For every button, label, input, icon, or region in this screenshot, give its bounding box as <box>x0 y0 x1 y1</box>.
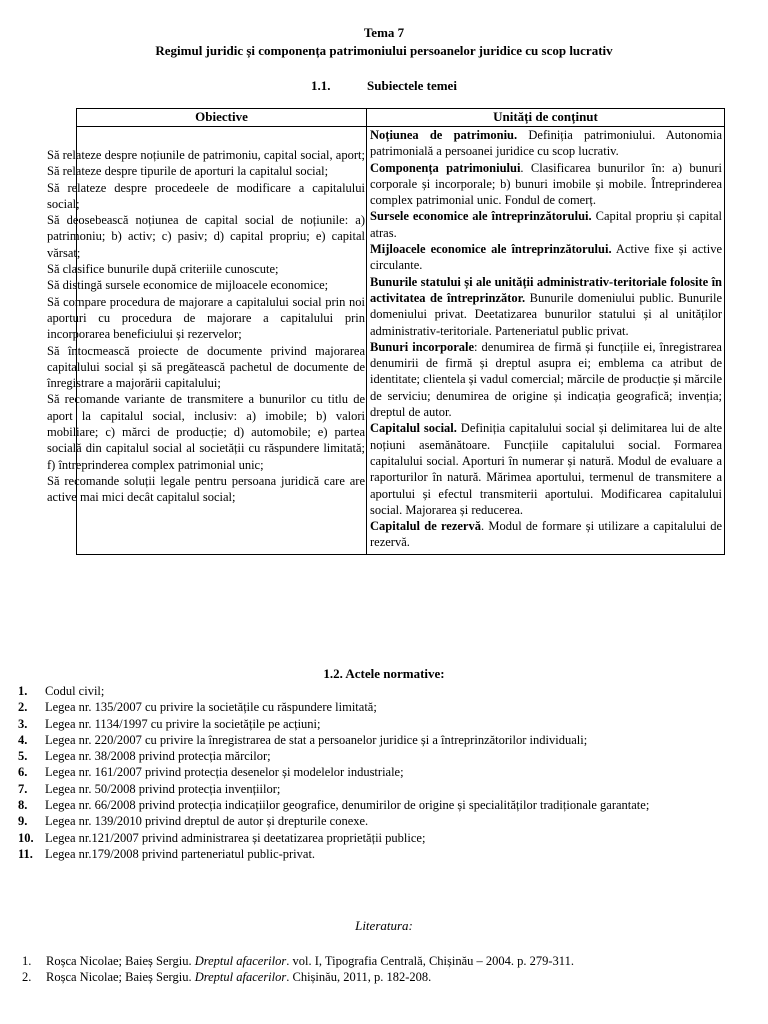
list-text: Codul civil; <box>45 684 105 698</box>
list-number: 7. <box>18 781 28 796</box>
list-number: 2. <box>22 970 32 985</box>
content-item <box>370 241 722 274</box>
column-header-objectives: Obiective <box>77 109 367 127</box>
list-item <box>18 732 740 748</box>
list-text: Legea nr. 139/2010 privind dreptul de autor și drepturile conexe. <box>45 814 369 829</box>
objective-item: Să compare procedura de majorare a capitalului social prin noi aporturi cu procedura de majorare a capitalului prin incorporarea beneficiului și rezervelor; <box>47 294 365 342</box>
list-item <box>18 716 740 732</box>
section-heading <box>0 78 768 94</box>
objectives-list <box>47 127 365 506</box>
content-item-text: Bunurile domeniului public. Bunurile domeniului privat. Deetatizarea bunurilor statului și al unităților administrativ-teritoriale. Parteneriatul public privat. <box>370 290 722 338</box>
citation-details: . Chișinău, 2011, p. 182-208. <box>286 970 432 985</box>
list-item <box>18 748 740 764</box>
content-item <box>370 518 722 551</box>
list-text: Legea nr. 161/2007 privind protecția desenelor și modelelor industriale; <box>45 765 404 780</box>
list-text: Legea nr. 38/2008 privind protecția mărcilor; <box>45 749 271 764</box>
citation-authors: Roșca Nicolae; Baieș Sergiu. <box>46 970 195 985</box>
list-number: 4. <box>18 732 28 747</box>
objective-item: Să recomande variante de transmitere a bunurilor cu titlu de aport la capitalul social, inclusiv: a) imobile; b) valori mobiliare; c) mărci de producție; d) automobile; e) partea socială din capitalul social al societății cu răspundere limitată; f) întreprinderea complex patrimonial unic; <box>47 392 365 472</box>
objective-item: Să relateze despre noțiunile de patrimoniu, capital social, aport; <box>47 148 365 162</box>
list-number: 2. <box>18 700 28 715</box>
list-item <box>18 781 740 797</box>
list-number: 10. <box>18 830 34 845</box>
list-number: 11. <box>18 846 33 861</box>
content-item <box>370 208 722 241</box>
content-item <box>370 420 722 518</box>
contents-cell <box>367 127 725 555</box>
objectives-table <box>47 108 725 555</box>
normative-acts-heading: 1.2. Actele normative: <box>323 666 445 681</box>
objective-item: Să relateze despre procedeele de modificare a capitalului social; <box>47 180 365 211</box>
list-item <box>18 699 740 715</box>
objective-item: Să deosebească noțiunea de capital social de noțiunile: a) patrimoniu; b) activ; c) pasiv; d) capital propriu; e) capital vărsat; <box>47 213 365 260</box>
list-text: Legea nr. 66/2008 privind protecția indicațiilor geografice, denumirilor de origine și specialităților tradiționale garantate; <box>45 798 650 813</box>
content-item-text: : denumirea de firmă și funcțiile ei, înregistrarea denumirii de firmă și dreptul asupra ei; emblema ca atribut de identitate; clientela și vadul comercial; mărcile de producție și mărcile de serviciu; denumirea de origine și indicația geografică; invenția; dreptul de autor. <box>370 339 722 420</box>
topic-number: Tema 7 <box>363 25 405 40</box>
content-item-text: Definiția capitalului social și delimitarea lui de alte noțiuni asemănătoare. Funcțiile capitalului social. Formarea capitalului social. Aporturi în numerar și natură. Modul de evaluare a raporturilor în natură. Mărimea aportului, termenul de transmitere a aportului și efectul transmiterii aportului. Modificarea capitalului social. Majorarea și reducerea. <box>370 421 723 517</box>
section-title: Subiectele temei <box>367 78 457 93</box>
list-item <box>18 764 740 780</box>
content-item-text: Definiția patrimoniului. Autonomia patrimonială a persoanei juridice cu scop lucrativ. <box>370 128 722 159</box>
content-item-head: Componența patrimoniului <box>370 160 521 175</box>
citation-details: . vol. I, Tipografia Centrală, Chișinău – 2004. p. 279-311. <box>286 954 574 968</box>
list-text: Legea nr.179/2008 privind parteneriatul public-privat. <box>45 846 316 861</box>
list-item <box>18 813 740 829</box>
content-item-text: Capital propriu și capital atras. <box>370 209 722 240</box>
objective-item: Să relateze despre tipurile de aporturi la capitalul social; <box>47 164 329 179</box>
page-title: Regimul juridic și componența patrimoniului persoanelor juridice cu scop lucrativ <box>155 43 613 58</box>
content-item <box>370 127 722 160</box>
list-text <box>46 969 431 985</box>
citation-book-title: Dreptul afacerilor <box>194 954 287 968</box>
objective-item: Să recomande soluții legale pentru persoana juridică care are active mai mici decât capitalul social; <box>47 473 365 505</box>
normative-acts-list <box>18 683 740 862</box>
objective-item: Să întocmească proiecte de documente privind majorarea capitalului social și să pregătească pachetul de documente de înregistrare a majorării capitalului; <box>47 343 365 391</box>
list-item <box>18 846 740 862</box>
content-item-head: Capitalul social. <box>370 421 457 436</box>
list-text: Legea nr. 1134/1997 cu privire la societățile pe acțiuni; <box>45 716 321 731</box>
list-item <box>22 969 744 985</box>
literature-heading: Literatura: <box>355 918 413 933</box>
content-item <box>370 160 722 209</box>
list-item <box>18 683 740 699</box>
list-text: Legea nr.121/2007 privind administrarea și deetatizarea proprietății publice; <box>45 830 426 845</box>
content-item-text: . Clasificarea bunurilor în: a) bunuri corporale și incorporale; b) bunuri imobile și mobile. Întreprinderea complex patrimonial unic. Fondul de comerț. <box>370 160 722 208</box>
list-number: 5. <box>18 749 28 764</box>
list-item <box>22 953 744 969</box>
content-item <box>370 274 722 339</box>
list-number: 3. <box>18 716 28 731</box>
column-header-contents: Unități de conținut <box>367 109 725 127</box>
content-item-text: Active fixe și active circulante. <box>370 242 722 273</box>
content-item-head: Noțiunea de patrimoniu. <box>370 128 518 142</box>
literature-list <box>22 953 744 986</box>
content-item-head: Capitalul de rezervă <box>370 519 481 534</box>
citation-authors: Roșca Nicolae; Baieș Sergiu. <box>46 954 195 968</box>
list-number: 1. <box>18 684 28 698</box>
section-number: 1.1. <box>311 78 331 93</box>
list-number: 6. <box>18 765 28 780</box>
list-number: 9. <box>18 814 28 829</box>
list-text <box>46 953 574 969</box>
objectives-cell <box>47 127 367 555</box>
content-item-head: Bunuri incorporale <box>370 339 475 354</box>
objective-item: Să distingă sursele economice de mijloacele economice; <box>47 278 329 293</box>
content-item <box>370 339 722 420</box>
list-text: Legea nr. 220/2007 cu privire la înregistrarea de stat a persoanelor juridice și a întreprinzătorilor individuali; <box>45 732 588 747</box>
list-text: Legea nr. 50/2008 privind protecția invențiilor; <box>45 781 281 796</box>
content-item-head: Mijloacele economice ale întreprinzătorului. <box>370 242 612 257</box>
citation-book-title: Dreptul afacerilor <box>194 970 287 985</box>
content-item-head: Sursele economice ale întreprinzătorului. <box>370 209 592 224</box>
list-item <box>18 797 740 813</box>
list-text: Legea nr. 135/2007 cu privire la societățile cu răspundere limitată; <box>45 700 377 715</box>
content-item-head: Bunurile statului și ale unității administrativ-teritoriale folosite în activitatea de întreprinzător. <box>370 274 722 305</box>
content-item-text: . Modul de formare și utilizare a capitalului de rezervă. <box>370 519 722 550</box>
objective-item: Să clasifice bunurile după criteriile cunoscute; <box>47 262 279 277</box>
list-number: 8. <box>18 798 28 813</box>
list-item <box>18 830 740 846</box>
list-number: 1. <box>22 954 32 968</box>
